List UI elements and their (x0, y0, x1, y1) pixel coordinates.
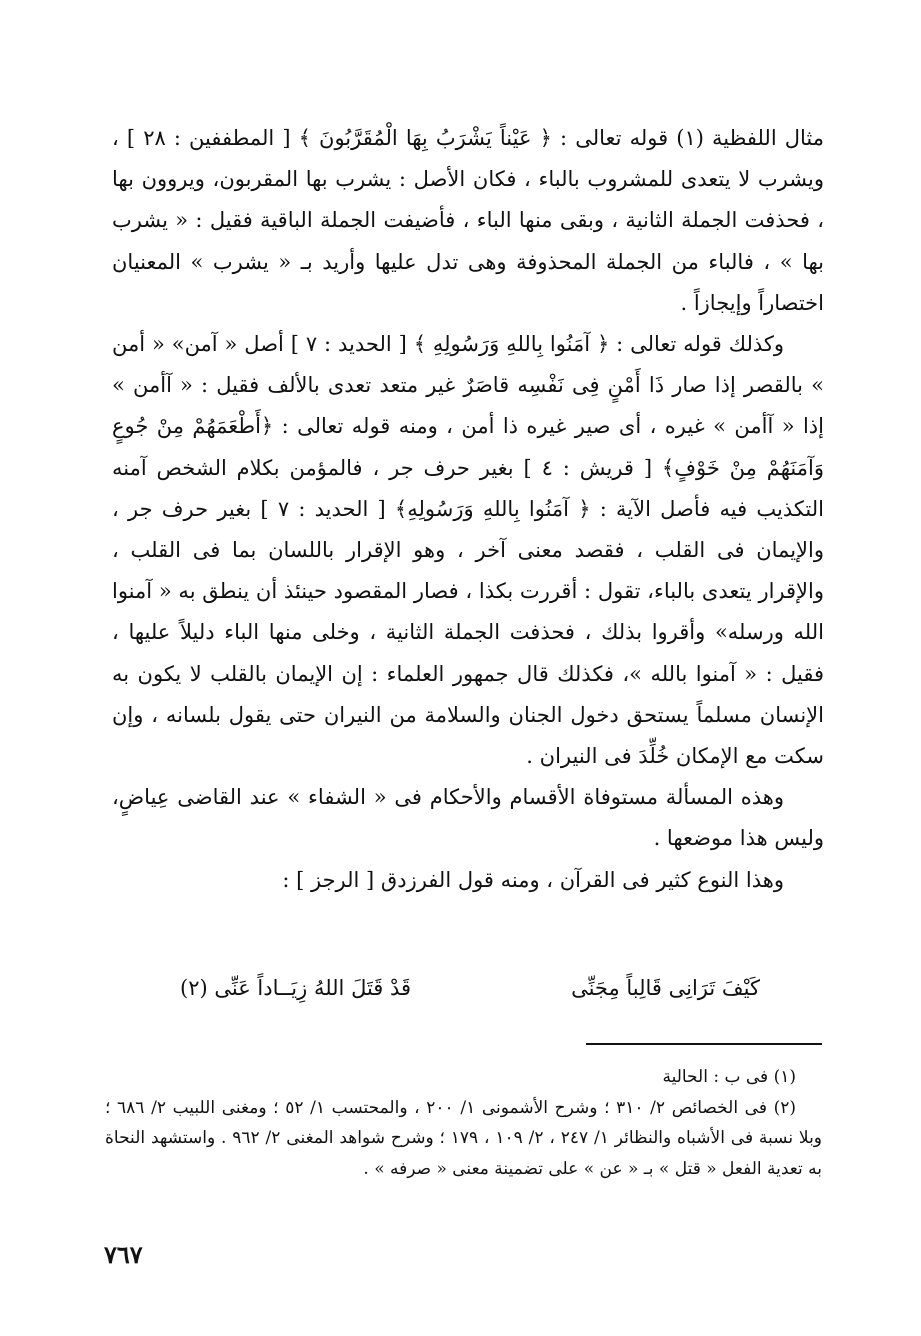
paragraph-lafziyya-example: مثال اللفظية (١) قوله تعالى : ﴿ عَيْناً يَشْرَبُ بِهَا الْمُقَرَّبُونَ ﴾ [ المطففين : ٢٨ ] ، ويشرب لا يتعدى للمشروب بالباء ، فكان الأصل : يشرب بها المقربون، ويروون بها ، فحذفت الجملة الثانية ، وبقى منها الباء ، فأضيفت الجملة الباقية فقيل : « يشرب بها » ، فالباء من الجملة المحذوفة وهى تدل عليها وأريد بـ « يشرب » المعنيان اختصاراً وإيجازاً . (112, 126, 824, 315)
footnotes (105, 1062, 822, 1184)
poetry-verse (180, 968, 760, 1008)
paragraph-shifa-reference: وهذه المسألة مستوفاة الأقسام والأحكام فى « الشفاء » عند القاضى عِياضٍ، وليس هذا موضعها . (112, 785, 824, 851)
footnote-1: (١) فى ب : الحالية (662, 1067, 796, 1087)
footnote-2: (٢) فى الخصائص ٢/ ٣١٠ ؛ وشرح الأشمونى ١/ ٢٠٠ ، والمحتسب ١/ ٥٢ ؛ ومغنى اللبيب ٢/ ٦٨٦ ؛ وبلا نسبة فى الأشباه والنظائر ١/ ٢٤٧ ، ٢/ ١٠٩ ، ١٧٩ ؛ وشرح شواهد المغنى ٢/ ٩٦٢ . واستشهد النحاة به تعدية الفعل « قتل » بـ « عن » على تضمينة معنى « صرفه » . (105, 1097, 823, 1179)
verse-second-hemistich: قَدْ قَتَلَ اللهُ زِيَــاداً عَنِّى (٢) (180, 976, 412, 1000)
paragraph-farazdaq-intro: وهذا النوع كثير فى القرآن ، ومنه قول الفرزدق [ الرجز ] : (282, 867, 784, 892)
verse-first-hemistich: كَيْفَ تَرَانِى قَالِباً مِجَنِّى (571, 976, 760, 1000)
paragraph-aamanu-example: وكذلك قوله تعالى : ﴿ آمَنُوا بِاللهِ وَرَسُولِهِ ﴾ [ الحديد : ٧ ] أصل « آمن» « أمن » بالقصر إذا صار ذَا أَمْنٍ فِى نَفْسِه قاصَرٌ غير متعد تعدى بالألف فقيل : « آأمن » إذا « آأمن » غيره ، أى صير غيره ذا أمن ، ومنه قوله تعالى : ﴿أَطْعَمَهُمْ مِنْ جُوعٍ وَآمَنَهُمْ مِنْ خَوْفٍ﴾ [ قريش : ٤ ] بغير حرف جر ، فالمؤمن بكلام الشخص آمنه التكذيب فيه فأصل الآية : ﴿ آمَنُوا بِاللهِ وَرَسُولِهِ﴾ [ الحديد : ٧ ] بغير حرف جر ، والإيمان فى القلب ، فقصد معنى آخر ، وهو الإقرار باللسان بما فى القلب ، والإقرار يتعدى بالباء، تقول : أقررت بكذا ، فصار المقصود حينئذ أن ينطق به « آمنوا الله ورسله» وأقروا بذلك ، فحذفت الجملة الثانية ، وخلى منها الباء دليلاً عليها ، فقيل : « آمنوا بالله »، فكذلك قال جمهور العلماء : إن الإيمان بالقلب لا يكون به الإنسان مسلماً يستحق دخول الجنان والسلامة من النيران حتى يقول بلسانه ، وإن سكت مع الإمكان خُلِّدَ فى النيران . (112, 332, 825, 769)
footnote-separator (586, 1043, 822, 1045)
main-text (112, 118, 824, 901)
page-number: ٧٦٧ (104, 1240, 143, 1269)
